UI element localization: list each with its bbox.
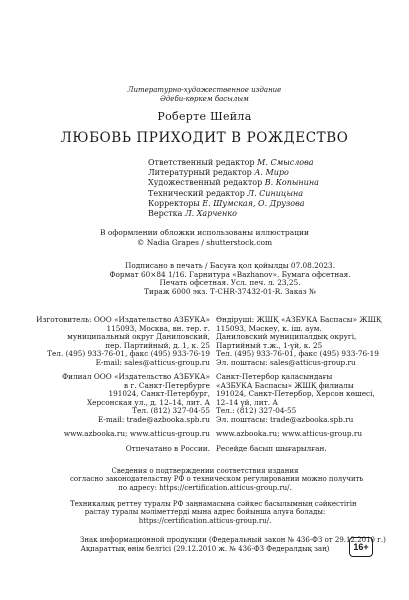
- law-line: Ақпараттық өнім белгісі (29.12.2010 ж. № 436-ФЗ Федералдық заң): [80, 544, 330, 553]
- column-line: 191024, Санкт-Петербург,: [108, 389, 210, 398]
- column-line: 115093, Мәскеу, к. іш. аум.: [216, 323, 322, 333]
- column-line: Тел. (495) 933-76-01, факс (495) 933-76-19: [216, 349, 379, 358]
- column-line: Партийный т.ж., 1-үй, к. 25: [216, 340, 323, 350]
- column-line: Херсонская ул., д. 12–14, лит. А: [86, 397, 210, 407]
- column-line: www.azbooka.ru; www.atticus-group.ru: [63, 429, 210, 438]
- credit-row: Технический редактор Л. Синицына: [148, 188, 304, 198]
- author-name: Роберте Шейла: [157, 110, 252, 123]
- genre-label: [0, 86, 409, 104]
- column-line: Тел. (812) 327-04-55: [132, 406, 210, 415]
- credit-row: Корректоры Е. Шумская, О. Друзова: [148, 198, 305, 208]
- credit-row: Литературный редактор А. Миро: [148, 168, 289, 178]
- column-line: в г. Санкт-Петербурге: [124, 380, 210, 390]
- technical-line: https://certification.atticus-group.ru/.: [138, 516, 272, 525]
- certification-line: по адресу: https://certification.atticus-group.ru/.: [118, 483, 292, 492]
- credits-list: [148, 158, 348, 219]
- law-line: Знак информационной продукции (Федеральный закон № 436-ФЗ от 29.12.2010 г.): [80, 536, 386, 544]
- column-line: Отпечатано в России.: [125, 443, 210, 453]
- certification-line: согласно законодательству РФ о техническом регулировании можно получить: [70, 475, 364, 484]
- illustration-line: © Nadia Grapes / shutterstock.com: [136, 237, 273, 247]
- column-line: «АЗБУКА Баспасы» ЖШҚ филиалы: [216, 380, 354, 390]
- column-line: 115093, Москва, вн. тер. г.: [106, 323, 210, 333]
- publisher-column-ru: [32, 316, 210, 453]
- column-line: Изготовитель: ООО «Издательство АЗБУКА»: [36, 315, 210, 324]
- column-line: муниципальный округ Даниловский,: [67, 332, 210, 341]
- column-line: Өндіруші: ЖШҚ «АЗБУКА Баспасы» ЖШҚ: [216, 315, 382, 324]
- column-line: 12–14 үй, лит. А: [216, 397, 278, 407]
- credit-row: Верстка Л. Харченко: [148, 209, 237, 219]
- technical-line: Техникалық реттеу туралы РФ заңнамасына сәйкес басылымның сәйкестігін: [70, 500, 357, 508]
- certification-line: Сведения о подтверждении соответствия издания: [111, 467, 299, 475]
- publisher-column-kz: [216, 316, 388, 453]
- column-line: Тел.: (812) 327-04-55: [216, 406, 297, 415]
- certification-info: [70, 467, 364, 492]
- genre-line-kz: Әдеби-көркем басылым: [160, 95, 249, 103]
- column-line: Даниловский муниципалдық округі,: [216, 332, 357, 341]
- credit-row: Художественный редактор В. Копынина: [148, 178, 319, 188]
- column-line: E-mail: sales@atticus-group.ru: [95, 357, 210, 367]
- column-line: 191024, Санкт-Петербор, Херсон көшесі,: [216, 389, 375, 398]
- column-line: Санкт-Петербор қаласындағы: [216, 372, 333, 381]
- column-line: Филиал ООО «Издательство АЗБУКА»: [62, 372, 210, 381]
- genre-line-ru: Литературно-художественное издание: [127, 86, 282, 94]
- column-line: Эл. поштасы: trade@azbooka.spb.ru: [216, 414, 354, 424]
- technical-line: растау туралы мәліметтерді мына адрес бойынша алуға болады:: [84, 508, 326, 517]
- print-info: [100, 262, 360, 297]
- column-line: пер. Партийный, д. 1, к. 25: [105, 340, 210, 350]
- illustration-line: В оформлении обложки использованы иллюстрации: [99, 228, 309, 237]
- print-line: Подписано в печать / Басуға қол қойылды 07.08.2023.: [124, 261, 336, 270]
- print-line: Печать офсетная. Усл. печ. л. 23,25.: [159, 278, 301, 288]
- credit-row: Ответственный редактор М. Смыслова: [148, 158, 314, 167]
- column-line: E-mail: trade@azbooka.spb.ru: [97, 414, 210, 424]
- technical-info: [70, 500, 357, 525]
- column-line: Ресейде басып шығарылған.: [216, 443, 327, 453]
- print-line: Формат 60×84 1/16. Гарнитура «Bazhanov». Бумага офсетная.: [109, 269, 351, 279]
- column-line: Эл. поштасы: sales@atticus-group.ru: [216, 357, 356, 367]
- print-line: Тираж 6000 экз. Т-CHR-37432-01-R. Заказ №: [144, 287, 316, 297]
- illustration-credit: [0, 228, 409, 247]
- column-line: www.azbooka.ru; www.atticus-group.ru: [216, 429, 363, 438]
- age-rating-badge: 16+: [349, 537, 373, 557]
- column-line: Тел. (495) 933-76-01, факс (495) 933-76-19: [47, 349, 210, 358]
- book-title: ЛЮБОВЬ ПРИХОДИТ В РОЖДЕСТВО: [60, 130, 349, 146]
